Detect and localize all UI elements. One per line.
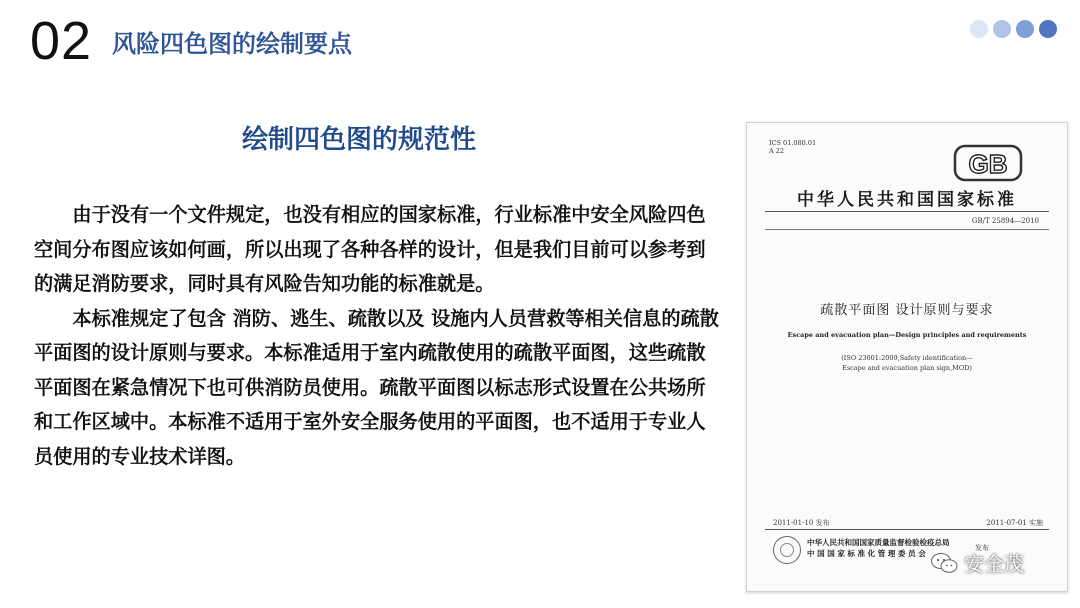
slide-header [0, 0, 1080, 80]
iso-line: (ISO 23601:2009,Safety identification— [841, 354, 973, 362]
issue-date: 2011-01-10 发布 [773, 519, 830, 527]
publisher-line: 中 国 国 家 标 准 化 管 理 委 员 会 [807, 549, 926, 558]
country-standard-title: 中华人民共和国国家标准 [797, 190, 1017, 210]
section-title: 风险四色图的绘制要点 [112, 30, 352, 58]
ics-line: ICS 01.080.01 [769, 139, 817, 147]
dot-icon [1016, 20, 1034, 38]
divider [765, 229, 1049, 230]
content-title: 绘制四色图的规范性 [242, 125, 477, 155]
dot-icon [970, 20, 988, 38]
ics-code [769, 139, 816, 155]
class-line: A 22 [769, 147, 785, 155]
publish-tag: 发布 [975, 544, 989, 552]
watermark-text: 安全茂 [964, 552, 1024, 576]
watermark [930, 548, 1024, 577]
implement-date: 2011-07-01 实施 [986, 519, 1043, 527]
section-number: 02 [30, 11, 93, 71]
divider [765, 211, 1049, 212]
standard-title-en: Escape and evacuation plan—Design principles and requirements [787, 331, 1027, 339]
publisher-line: 中华人民共和国国家质量监督检验检疫总局 [807, 538, 950, 547]
standard-cover-image [746, 122, 1068, 592]
decorative-dots [970, 20, 1057, 38]
dot-icon [993, 20, 1011, 38]
publisher [807, 537, 950, 559]
standard-number: GB/T 25894—2010 [971, 217, 1039, 225]
standard-title-cn: 疏散平面图 设计原则与要求 [820, 303, 994, 318]
dot-icon [1039, 20, 1057, 38]
paragraph: 本标准规定了包含 消防、逃生、疏散以及 设施内人员营救等相关信息的疏散平面图的设计原则与要求。本标准适用于室内疏散使用的疏散平面图，这些疏散平面图在紧急情况下也可供消防员使用。疏散平面图以标志形式设置在公共场所和工作区域中。本标准不适用于室外安全服务使用的平面图，也不适用于专业人员使用的专业技术详图。 [34, 306, 719, 468]
wechat-icon [930, 552, 958, 574]
iso-reference [747, 353, 1067, 373]
divider [765, 529, 1049, 530]
gb-logo-icon [953, 143, 1023, 183]
body-text [34, 198, 724, 474]
paragraph: 由于没有一个文件规定，也没有相应的国家标准，行业标准中安全风险四色空间分布图应该如何画，所以出现了各种各样的设计，但是我们目前可以参考到的满足消防要求，同时具有风险告知功能的标准就是。 [34, 203, 706, 295]
svg-text:GB: GB [968, 149, 1008, 179]
seal-icon [773, 536, 801, 564]
iso-line: Escape and evacuation plan sign,MOD) [842, 364, 972, 372]
